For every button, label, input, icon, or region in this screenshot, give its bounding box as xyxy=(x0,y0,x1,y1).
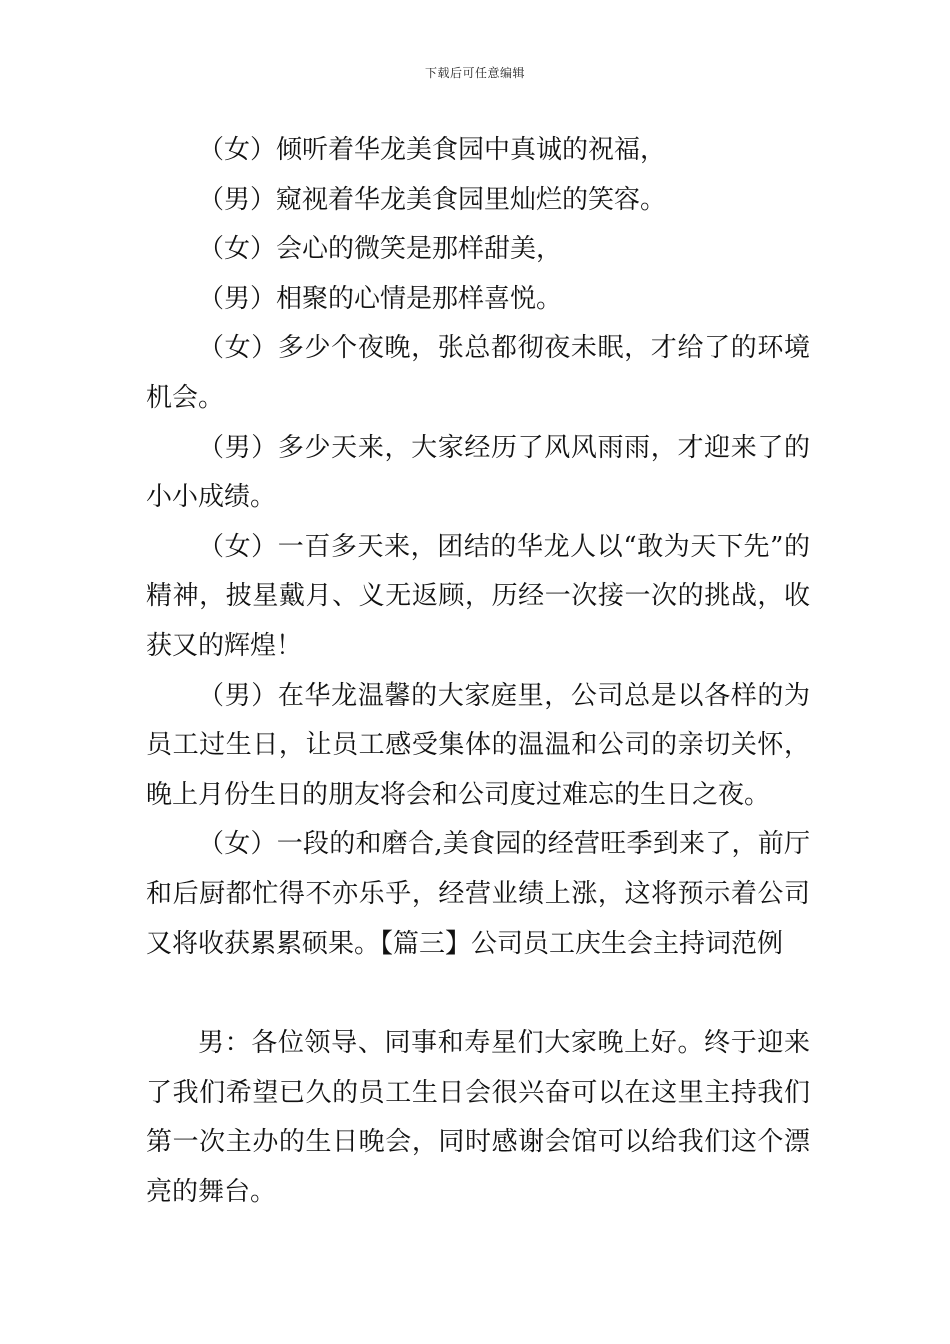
paragraph-spacer xyxy=(146,969,810,1019)
paragraph: （女）倾听着华龙美食园中真诚的祝福， xyxy=(198,135,667,165)
paragraph: （男）在华龙温馨的大家庭里，公司总是以各样的为员工过生日，让员工感受集体的温温和公司的亲切关怀，晚上月份生日的朋友将会和公司度过难忘的生日之夜。 xyxy=(146,680,810,810)
paragraph: （男）多少天来，大家经历了风风雨雨，才迎来了的小小成绩。 xyxy=(146,432,810,513)
paragraph: （女）会心的微笑是那样甜美， xyxy=(198,234,563,265)
document-body xyxy=(146,126,810,1217)
paragraph: （男）窥视着华龙美食园里灿烂的笑容。 xyxy=(198,184,667,215)
paragraph: 男：各位领导、同事和寿星们大家晚上好。终于迎来了我们希望已久的员工生日会很兴奋可以在这里主持我们第一次主办的生日晚会，同时感谢会馆可以给我们这个漂亮的舞台。 xyxy=(146,1028,810,1207)
paragraph: （男）相聚的心情是那样喜悦。 xyxy=(198,283,563,314)
paragraph: （女）多少个夜晚，张总都彻夜未眠，才给了的环境机会。 xyxy=(146,333,810,413)
paragraph: （女）一百多天来，团结的华龙人以“敢为天下先”的精神，披星戴月、义无返顾，历经一次接一次的挑战，收获又的辉煌！ xyxy=(146,531,810,661)
page-header: 下载后可任意编辑 xyxy=(424,66,525,80)
paragraph: （女）一段的和磨合,美食园的经营旺季到来了，前厅和后厨都忙得不亦乐乎，经营业绩上涨，这将预示着公司又将收获累累硕果。【篇三】公司员工庆生会主持词范例 xyxy=(146,829,810,959)
